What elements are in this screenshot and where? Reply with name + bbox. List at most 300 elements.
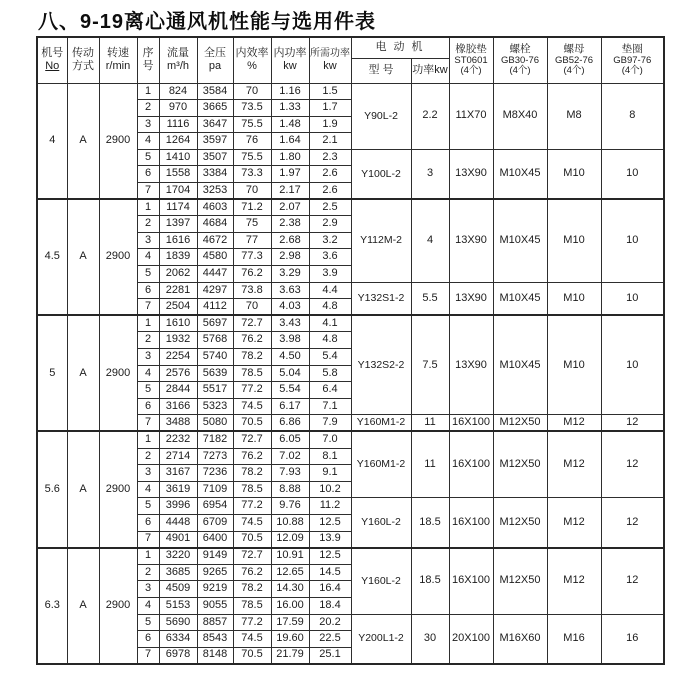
cell-pressure: 5080 bbox=[197, 415, 233, 432]
cell-internal-power: 21.79 bbox=[271, 647, 309, 664]
cell-required-power: 22.5 bbox=[309, 631, 351, 648]
cell-required-power: 11.2 bbox=[309, 498, 351, 515]
cell-internal-power: 7.93 bbox=[271, 465, 309, 482]
cell-bolt: M10X45 bbox=[493, 282, 547, 315]
cell-drive: A bbox=[67, 548, 99, 664]
cell-efficiency: 78.2 bbox=[233, 581, 271, 598]
cell-seq: 4 bbox=[137, 365, 159, 382]
cell-efficiency: 76 bbox=[233, 133, 271, 150]
col-header-drive: 传动 方式 bbox=[67, 37, 99, 83]
cell-seq: 1 bbox=[137, 315, 159, 332]
cell-flow: 1610 bbox=[159, 315, 197, 332]
cell-required-power: 4.8 bbox=[309, 299, 351, 316]
cell-internal-power: 3.43 bbox=[271, 315, 309, 332]
cell-required-power: 1.5 bbox=[309, 83, 351, 100]
cell-internal-power: 12.65 bbox=[271, 564, 309, 581]
cell-efficiency: 78.5 bbox=[233, 481, 271, 498]
cell-machine-no: 4.5 bbox=[37, 199, 67, 315]
cell-required-power: 18.4 bbox=[309, 597, 351, 614]
cell-washer: 12 bbox=[601, 431, 664, 497]
cell-internal-power: 16.00 bbox=[271, 597, 309, 614]
cell-internal-power: 9.76 bbox=[271, 498, 309, 515]
cell-internal-power: 6.86 bbox=[271, 415, 309, 432]
cell-pressure: 4603 bbox=[197, 199, 233, 216]
cell-pressure: 6709 bbox=[197, 514, 233, 531]
cell-seq: 2 bbox=[137, 448, 159, 465]
cell-required-power: 12.5 bbox=[309, 548, 351, 565]
cell-efficiency: 70.5 bbox=[233, 647, 271, 664]
cell-pressure: 3584 bbox=[197, 83, 233, 100]
cell-internal-power: 2.98 bbox=[271, 249, 309, 266]
cell-speed: 2900 bbox=[99, 83, 137, 199]
cell-bolt: M16X60 bbox=[493, 614, 547, 664]
cell-required-power: 6.4 bbox=[309, 382, 351, 399]
cell-nut: M10 bbox=[547, 315, 601, 415]
cell-required-power: 9.1 bbox=[309, 465, 351, 482]
cell-seq: 7 bbox=[137, 183, 159, 200]
cell-pressure: 3384 bbox=[197, 166, 233, 183]
cell-efficiency: 76.2 bbox=[233, 266, 271, 283]
cell-pressure: 5517 bbox=[197, 382, 233, 399]
cell-internal-power: 2.38 bbox=[271, 216, 309, 233]
cell-internal-power: 6.17 bbox=[271, 398, 309, 415]
cell-pressure: 9149 bbox=[197, 548, 233, 565]
cell-internal-power: 2.68 bbox=[271, 232, 309, 249]
cell-seq: 3 bbox=[137, 581, 159, 598]
cell-efficiency: 78.2 bbox=[233, 465, 271, 482]
cell-drive: A bbox=[67, 431, 99, 547]
cell-flow: 3167 bbox=[159, 465, 197, 482]
cell-flow: 2576 bbox=[159, 365, 197, 382]
cell-efficiency: 70.5 bbox=[233, 531, 271, 548]
cell-model: Y200L1-2 bbox=[351, 614, 411, 664]
cell-flow: 3619 bbox=[159, 481, 197, 498]
cell-required-power: 4.8 bbox=[309, 332, 351, 349]
cell-pressure: 3597 bbox=[197, 133, 233, 150]
cell-drive: A bbox=[67, 83, 99, 199]
cell-required-power: 7.9 bbox=[309, 415, 351, 432]
cell-seq: 3 bbox=[137, 232, 159, 249]
cell-motor-power: 4 bbox=[411, 199, 449, 282]
cell-rubber-pad: 20X100 bbox=[449, 614, 493, 664]
cell-seq: 2 bbox=[137, 564, 159, 581]
cell-motor-power: 18.5 bbox=[411, 498, 449, 548]
cell-flow: 6334 bbox=[159, 631, 197, 648]
cell-efficiency: 78.5 bbox=[233, 597, 271, 614]
cell-bolt: M12X50 bbox=[493, 498, 547, 548]
cell-nut: M10 bbox=[547, 282, 601, 315]
cell-efficiency: 70 bbox=[233, 83, 271, 100]
cell-internal-power: 5.54 bbox=[271, 382, 309, 399]
cell-flow: 3488 bbox=[159, 415, 197, 432]
col-header-rubber-pad: 橡胶垫 ST0601 (4个) bbox=[449, 37, 493, 83]
col-header-machine-no: 机号 No bbox=[37, 37, 67, 83]
cell-required-power: 2.6 bbox=[309, 183, 351, 200]
cell-rubber-pad: 16X100 bbox=[449, 498, 493, 548]
cell-efficiency: 74.5 bbox=[233, 631, 271, 648]
cell-washer: 10 bbox=[601, 149, 664, 199]
cell-seq: 5 bbox=[137, 149, 159, 166]
cell-pressure: 7273 bbox=[197, 448, 233, 465]
cell-internal-power: 1.64 bbox=[271, 133, 309, 150]
cell-seq: 6 bbox=[137, 282, 159, 299]
cell-nut: M12 bbox=[547, 415, 601, 432]
cell-motor-power: 3 bbox=[411, 149, 449, 199]
cell-flow: 3685 bbox=[159, 564, 197, 581]
cell-required-power: 25.1 bbox=[309, 647, 351, 664]
cell-internal-power: 2.07 bbox=[271, 199, 309, 216]
cell-nut: M10 bbox=[547, 199, 601, 282]
cell-machine-no: 5 bbox=[37, 315, 67, 431]
cell-internal-power: 10.91 bbox=[271, 548, 309, 565]
cell-drive: A bbox=[67, 315, 99, 431]
cell-seq: 7 bbox=[137, 415, 159, 432]
cell-seq: 5 bbox=[137, 266, 159, 283]
cell-internal-power: 1.80 bbox=[271, 149, 309, 166]
cell-seq: 2 bbox=[137, 100, 159, 117]
cell-motor-power: 11 bbox=[411, 431, 449, 497]
cell-efficiency: 71.2 bbox=[233, 199, 271, 216]
cell-flow: 3166 bbox=[159, 398, 197, 415]
cell-machine-no: 4 bbox=[37, 83, 67, 199]
col-header-internal-power: 内功率 kw bbox=[271, 37, 309, 83]
cell-efficiency: 77.2 bbox=[233, 382, 271, 399]
cell-speed: 2900 bbox=[99, 548, 137, 664]
cell-pressure: 4447 bbox=[197, 266, 233, 283]
cell-required-power: 12.5 bbox=[309, 514, 351, 531]
cell-rubber-pad: 16X100 bbox=[449, 431, 493, 497]
cell-flow: 970 bbox=[159, 100, 197, 117]
cell-seq: 3 bbox=[137, 349, 159, 366]
cell-efficiency: 70 bbox=[233, 299, 271, 316]
cell-seq: 6 bbox=[137, 631, 159, 648]
cell-speed: 2900 bbox=[99, 431, 137, 547]
cell-seq: 7 bbox=[137, 647, 159, 664]
cell-model: Y132S2-2 bbox=[351, 315, 411, 415]
cell-internal-power: 1.16 bbox=[271, 83, 309, 100]
cell-internal-power: 14.30 bbox=[271, 581, 309, 598]
cell-motor-power: 30 bbox=[411, 614, 449, 664]
cell-nut: M16 bbox=[547, 614, 601, 664]
col-header-motor-group: 电 动 机 bbox=[351, 37, 449, 58]
table-row-group1-1 bbox=[37, 83, 664, 100]
cell-nut: M12 bbox=[547, 431, 601, 497]
cell-model: Y100L-2 bbox=[351, 149, 411, 199]
table-row-group2-1 bbox=[37, 199, 664, 216]
col-header-motor-model: 型 号 bbox=[351, 58, 411, 83]
cell-seq: 1 bbox=[137, 199, 159, 216]
cell-seq: 3 bbox=[137, 116, 159, 133]
cell-efficiency: 73.8 bbox=[233, 282, 271, 299]
cell-efficiency: 73.3 bbox=[233, 166, 271, 183]
cell-internal-power: 3.98 bbox=[271, 332, 309, 349]
cell-pressure: 8148 bbox=[197, 647, 233, 664]
cell-rubber-pad: 16X100 bbox=[449, 415, 493, 432]
cell-flow: 5690 bbox=[159, 614, 197, 631]
cell-seq: 5 bbox=[137, 382, 159, 399]
cell-pressure: 3647 bbox=[197, 116, 233, 133]
cell-washer: 12 bbox=[601, 498, 664, 548]
cell-pressure: 5740 bbox=[197, 349, 233, 366]
cell-efficiency: 77.3 bbox=[233, 249, 271, 266]
cell-model: Y160M1-2 bbox=[351, 415, 411, 432]
col-header-speed: 转速 r/min bbox=[99, 37, 137, 83]
cell-efficiency: 77.2 bbox=[233, 498, 271, 515]
cell-bolt: M12X50 bbox=[493, 415, 547, 432]
cell-model: Y90L-2 bbox=[351, 83, 411, 149]
cell-required-power: 7.0 bbox=[309, 431, 351, 448]
col-header-motor-power: 功率kw bbox=[411, 58, 449, 83]
col-header-pressure: 全压 pa bbox=[197, 37, 233, 83]
table-row-group4-1 bbox=[37, 431, 664, 448]
cell-efficiency: 73.5 bbox=[233, 100, 271, 117]
cell-flow: 1839 bbox=[159, 249, 197, 266]
cell-model: Y160L-2 bbox=[351, 498, 411, 548]
cell-seq: 3 bbox=[137, 465, 159, 482]
cell-flow: 1932 bbox=[159, 332, 197, 349]
cell-flow: 1558 bbox=[159, 166, 197, 183]
cell-motor-power: 5.5 bbox=[411, 282, 449, 315]
cell-required-power: 13.9 bbox=[309, 531, 351, 548]
cell-rubber-pad: 13X90 bbox=[449, 199, 493, 282]
cell-flow: 1174 bbox=[159, 199, 197, 216]
cell-model: Y160M1-2 bbox=[351, 431, 411, 497]
cell-required-power: 2.6 bbox=[309, 166, 351, 183]
cell-flow: 5153 bbox=[159, 597, 197, 614]
cell-nut: M12 bbox=[547, 548, 601, 614]
col-header-flow: 流量 m³/h bbox=[159, 37, 197, 83]
cell-nut: M10 bbox=[547, 149, 601, 199]
cell-flow: 824 bbox=[159, 83, 197, 100]
cell-seq: 1 bbox=[137, 548, 159, 565]
col-header-efficiency: 内效率 % bbox=[233, 37, 271, 83]
col-header-bolt: 螺栓 GB30-76 (4个) bbox=[493, 37, 547, 83]
cell-flow: 4448 bbox=[159, 514, 197, 531]
cell-seq: 5 bbox=[137, 498, 159, 515]
cell-washer: 10 bbox=[601, 199, 664, 282]
cell-washer: 12 bbox=[601, 415, 664, 432]
cell-pressure: 4580 bbox=[197, 249, 233, 266]
cell-efficiency: 70.5 bbox=[233, 415, 271, 432]
cell-efficiency: 72.7 bbox=[233, 431, 271, 448]
cell-pressure: 4297 bbox=[197, 282, 233, 299]
cell-required-power: 5.4 bbox=[309, 349, 351, 366]
cell-internal-power: 3.63 bbox=[271, 282, 309, 299]
cell-pressure: 5697 bbox=[197, 315, 233, 332]
cell-internal-power: 7.02 bbox=[271, 448, 309, 465]
cell-pressure: 9219 bbox=[197, 581, 233, 598]
header-row-1 bbox=[37, 37, 664, 58]
cell-required-power: 2.9 bbox=[309, 216, 351, 233]
cell-flow: 6978 bbox=[159, 647, 197, 664]
cell-speed: 2900 bbox=[99, 315, 137, 431]
cell-pressure: 7236 bbox=[197, 465, 233, 482]
cell-required-power: 5.8 bbox=[309, 365, 351, 382]
cell-pressure: 3665 bbox=[197, 100, 233, 117]
col-header-nut: 螺母 GB52-76 (4个) bbox=[547, 37, 601, 83]
cell-rubber-pad: 13X90 bbox=[449, 282, 493, 315]
cell-required-power: 2.5 bbox=[309, 199, 351, 216]
cell-bolt: M10X45 bbox=[493, 315, 547, 415]
cell-model: Y132S1-2 bbox=[351, 282, 411, 315]
table-row-group5-1 bbox=[37, 548, 664, 565]
cell-efficiency: 76.2 bbox=[233, 332, 271, 349]
cell-internal-power: 17.59 bbox=[271, 614, 309, 631]
fan-performance-table bbox=[36, 36, 665, 665]
cell-seq: 2 bbox=[137, 216, 159, 233]
cell-required-power: 4.4 bbox=[309, 282, 351, 299]
cell-model: Y160L-2 bbox=[351, 548, 411, 614]
col-header-seq: 序 号 bbox=[137, 37, 159, 83]
cell-machine-no: 6.3 bbox=[37, 548, 67, 664]
cell-seq: 4 bbox=[137, 133, 159, 150]
cell-nut: M8 bbox=[547, 83, 601, 149]
cell-washer: 16 bbox=[601, 614, 664, 664]
cell-required-power: 20.2 bbox=[309, 614, 351, 631]
cell-washer: 12 bbox=[601, 548, 664, 614]
cell-efficiency: 74.5 bbox=[233, 514, 271, 531]
cell-required-power: 14.5 bbox=[309, 564, 351, 581]
cell-internal-power: 1.97 bbox=[271, 166, 309, 183]
cell-seq: 1 bbox=[137, 431, 159, 448]
cell-nut: M12 bbox=[547, 498, 601, 548]
cell-pressure: 9265 bbox=[197, 564, 233, 581]
cell-internal-power: 5.04 bbox=[271, 365, 309, 382]
cell-pressure: 5323 bbox=[197, 398, 233, 415]
table-row-group3-1 bbox=[37, 315, 664, 332]
cell-bolt: M12X50 bbox=[493, 431, 547, 497]
cell-required-power: 3.9 bbox=[309, 266, 351, 283]
cell-required-power: 2.1 bbox=[309, 133, 351, 150]
cell-flow: 2062 bbox=[159, 266, 197, 283]
cell-flow: 1264 bbox=[159, 133, 197, 150]
cell-efficiency: 78.5 bbox=[233, 365, 271, 382]
cell-machine-no: 5.6 bbox=[37, 431, 67, 547]
cell-seq: 5 bbox=[137, 614, 159, 631]
cell-required-power: 8.1 bbox=[309, 448, 351, 465]
cell-pressure: 5639 bbox=[197, 365, 233, 382]
cell-internal-power: 12.09 bbox=[271, 531, 309, 548]
cell-efficiency: 77.2 bbox=[233, 614, 271, 631]
cell-flow: 2844 bbox=[159, 382, 197, 399]
cell-pressure: 6954 bbox=[197, 498, 233, 515]
cell-pressure: 8543 bbox=[197, 631, 233, 648]
cell-washer: 8 bbox=[601, 83, 664, 149]
cell-bolt: M10X45 bbox=[493, 149, 547, 199]
cell-pressure: 7182 bbox=[197, 431, 233, 448]
cell-pressure: 5768 bbox=[197, 332, 233, 349]
cell-required-power: 4.1 bbox=[309, 315, 351, 332]
cell-flow: 1704 bbox=[159, 183, 197, 200]
cell-flow: 2281 bbox=[159, 282, 197, 299]
cell-motor-power: 7.5 bbox=[411, 315, 449, 415]
cell-efficiency: 76.2 bbox=[233, 564, 271, 581]
cell-bolt: M10X45 bbox=[493, 199, 547, 282]
cell-rubber-pad: 11X70 bbox=[449, 83, 493, 149]
cell-pressure: 9055 bbox=[197, 597, 233, 614]
cell-efficiency: 78.2 bbox=[233, 349, 271, 366]
cell-motor-power: 11 bbox=[411, 415, 449, 432]
cell-required-power: 3.6 bbox=[309, 249, 351, 266]
cell-seq: 1 bbox=[137, 83, 159, 100]
cell-internal-power: 10.88 bbox=[271, 514, 309, 531]
cell-required-power: 1.7 bbox=[309, 100, 351, 117]
cell-pressure: 8857 bbox=[197, 614, 233, 631]
cell-required-power: 3.2 bbox=[309, 232, 351, 249]
cell-motor-power: 18.5 bbox=[411, 548, 449, 614]
cell-flow: 2254 bbox=[159, 349, 197, 366]
cell-flow: 1410 bbox=[159, 149, 197, 166]
cell-pressure: 3253 bbox=[197, 183, 233, 200]
cell-seq: 4 bbox=[137, 249, 159, 266]
cell-bolt: M12X50 bbox=[493, 548, 547, 614]
cell-pressure: 7109 bbox=[197, 481, 233, 498]
cell-speed: 2900 bbox=[99, 199, 137, 315]
cell-flow: 4509 bbox=[159, 581, 197, 598]
cell-internal-power: 1.48 bbox=[271, 116, 309, 133]
cell-bolt: M8X40 bbox=[493, 83, 547, 149]
cell-internal-power: 2.17 bbox=[271, 183, 309, 200]
cell-internal-power: 4.03 bbox=[271, 299, 309, 316]
cell-efficiency: 75.5 bbox=[233, 116, 271, 133]
cell-washer: 10 bbox=[601, 282, 664, 315]
cell-required-power: 10.2 bbox=[309, 481, 351, 498]
cell-internal-power: 4.50 bbox=[271, 349, 309, 366]
cell-internal-power: 6.05 bbox=[271, 431, 309, 448]
table-body bbox=[37, 83, 664, 664]
cell-model: Y112M-2 bbox=[351, 199, 411, 282]
cell-seq: 6 bbox=[137, 514, 159, 531]
cell-efficiency: 76.2 bbox=[233, 448, 271, 465]
cell-pressure: 4672 bbox=[197, 232, 233, 249]
cell-required-power: 2.3 bbox=[309, 149, 351, 166]
cell-flow: 3220 bbox=[159, 548, 197, 565]
cell-pressure: 3507 bbox=[197, 149, 233, 166]
page-title: 八、9-19离心通风机性能与选用件表 bbox=[38, 11, 377, 33]
cell-flow: 1397 bbox=[159, 216, 197, 233]
cell-efficiency: 74.5 bbox=[233, 398, 271, 415]
cell-internal-power: 8.88 bbox=[271, 481, 309, 498]
cell-seq: 6 bbox=[137, 398, 159, 415]
cell-internal-power: 3.29 bbox=[271, 266, 309, 283]
cell-seq: 6 bbox=[137, 166, 159, 183]
cell-efficiency: 75 bbox=[233, 216, 271, 233]
cell-internal-power: 1.33 bbox=[271, 100, 309, 117]
table-header bbox=[37, 37, 664, 83]
cell-flow: 3996 bbox=[159, 498, 197, 515]
cell-rubber-pad: 13X90 bbox=[449, 149, 493, 199]
cell-pressure: 4112 bbox=[197, 299, 233, 316]
cell-efficiency: 75.5 bbox=[233, 149, 271, 166]
cell-drive: A bbox=[67, 199, 99, 315]
cell-washer: 10 bbox=[601, 315, 664, 415]
cell-rubber-pad: 13X90 bbox=[449, 315, 493, 415]
cell-efficiency: 72.7 bbox=[233, 548, 271, 565]
cell-pressure: 6400 bbox=[197, 531, 233, 548]
cell-seq: 2 bbox=[137, 332, 159, 349]
cell-efficiency: 72.7 bbox=[233, 315, 271, 332]
cell-required-power: 7.1 bbox=[309, 398, 351, 415]
cell-flow: 2714 bbox=[159, 448, 197, 465]
cell-seq: 4 bbox=[137, 481, 159, 498]
cell-flow: 4901 bbox=[159, 531, 197, 548]
cell-internal-power: 19.60 bbox=[271, 631, 309, 648]
cell-required-power: 16.4 bbox=[309, 581, 351, 598]
cell-efficiency: 70 bbox=[233, 183, 271, 200]
col-header-required-power: 所需功率 kw bbox=[309, 37, 351, 83]
cell-required-power: 1.9 bbox=[309, 116, 351, 133]
cell-flow: 1616 bbox=[159, 232, 197, 249]
